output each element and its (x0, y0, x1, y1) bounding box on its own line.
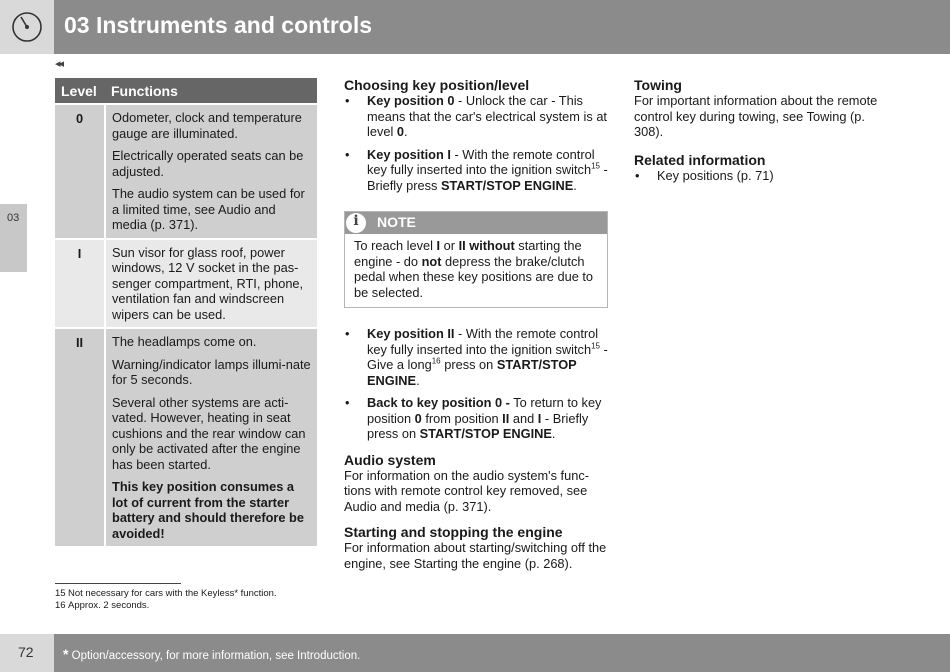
info-icon: i (346, 213, 366, 233)
key-level-table (55, 78, 317, 546)
related-link[interactable]: • Key positions (p. 71) (634, 168, 896, 184)
table-row (55, 239, 317, 329)
list-item: • Key position I - With the remote control key fully inserted into the ignition switch$^{15}$ - Briefly press START/STOP ENGINE. (344, 147, 608, 194)
key-position-list (344, 93, 608, 193)
function-text: Sun visor for glass roof, power windows, 12 V socket in the pas-senger compartment, RTI, phone, ventilation fan and windscreen wipers can be used. (112, 244, 304, 322)
function-text: Several other systems are acti-vated. However, heating in seat cushions and the rear window can only be activated after the engine has been started. (112, 394, 306, 472)
footer-note: * Option/accessory, for more information, see Introduction. (63, 646, 361, 662)
related-list (634, 168, 896, 184)
note-header (345, 212, 607, 234)
footnote: 16 Approx. 2 seconds. (55, 600, 150, 611)
table-header-functions: Functions (105, 78, 317, 104)
section-heading: Audio system (344, 451, 436, 468)
section-heading: Related information (634, 151, 766, 168)
page-number-box (0, 634, 54, 672)
footnote-ref: 16 (431, 356, 441, 366)
footnote-ref: 15 (591, 161, 600, 171)
list-item: • Key position 0 - Unlock the car - This means that the car's electrical system is at level 0. (344, 93, 608, 140)
level-cell: 0 (55, 104, 105, 239)
level-cell: I (55, 239, 105, 329)
function-text: Electrically operated seats can be adjusted. (112, 148, 304, 179)
list-item: • Back to key position 0 - To return to key position 0 from position II and I - Briefly press on START/STOP ENGINE. (344, 395, 608, 442)
gauge-icon (0, 0, 54, 54)
section-text: For information about starting/switching off the engine, see Starting the engine (p. 268). (344, 540, 607, 571)
chapter-tab-label: 03 (7, 212, 20, 224)
table-row (55, 328, 317, 546)
section-text: For information on the audio system's func-tions with remote control key removed, see Audio and media (p. 371). (344, 467, 589, 514)
footnote-divider (55, 583, 181, 584)
chapter-tab[interactable] (0, 204, 27, 272)
note-box (344, 211, 608, 308)
section-heading: Starting and stopping the engine (344, 524, 563, 540)
back-arrows-icon[interactable]: ◂◂ (55, 58, 63, 70)
footnote: 15 Not necessary for cars with the Keyless* function. (55, 588, 277, 599)
page-header (0, 0, 950, 54)
function-text: Warning/indicator lamps illumi-nate for 5 seconds. (112, 356, 311, 387)
page-footer (0, 634, 950, 672)
function-text: Odometer, clock and temperature gauge are illuminated. (112, 110, 302, 141)
functions-cell (105, 104, 317, 239)
function-text: The audio system can be used for a limited time, see Audio and media (p. 371). (112, 186, 305, 232)
warning-text: This key position consumes a lot of current from the starter battery and should therefore be avoided! (112, 479, 304, 541)
functions-cell (105, 239, 317, 329)
middle-column (344, 77, 608, 571)
table-row (55, 104, 317, 239)
level-cell: II (55, 328, 105, 546)
table-header-level: Level (55, 78, 105, 104)
section-heading: Towing (634, 77, 682, 93)
header-icon-box (0, 0, 54, 54)
key-position-list-2 (344, 326, 608, 442)
section-text: For important information about the remote control key during towing, see Towing (p. 308). (634, 93, 878, 139)
footnotes (55, 588, 277, 612)
functions-cell (105, 328, 317, 546)
footnote-ref: 15 (591, 341, 600, 351)
list-item: • Key position II - With the remote control key fully inserted into the ignition switch$^{15}$ - Give a long$^{16}$ press on START/STOP ENGINE. (344, 326, 608, 388)
note-title: NOTE (377, 214, 416, 230)
function-text: The headlamps come on. (112, 334, 257, 349)
note-text: To reach level I or II without starting the engine - do not depress the brake/clutch pedal when these key positions are due to be selected. (354, 238, 594, 300)
page-number: 72 (18, 644, 34, 660)
section-heading: Choosing key position/level (344, 77, 530, 93)
right-column (634, 77, 896, 190)
page-title: 03 Instruments and controls (64, 12, 373, 38)
